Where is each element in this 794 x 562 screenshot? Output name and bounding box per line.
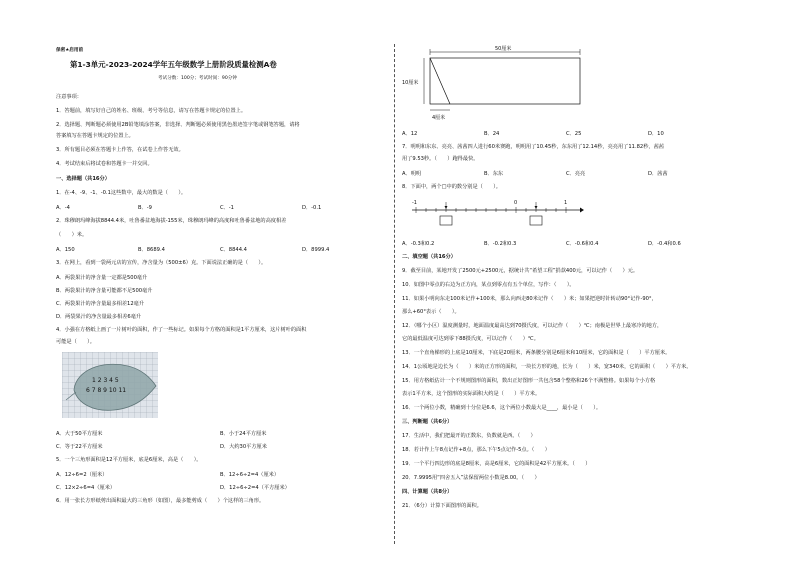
question-2-cont: （ ）米。 <box>56 232 88 238</box>
question-4-cont: 可能是（ ）。 <box>56 339 95 345</box>
question-5: 5．一个三角形面积是12平方厘米，底是6厘米，高是（ ）。 <box>56 457 202 463</box>
question-12-cont: 它的最低温度可达到零下88摄氏度，可以记作（ ）℃。 <box>402 336 539 342</box>
q4-option-c: C．等于22平方厘米 <box>56 444 103 450</box>
notes-heading: 注意事项： <box>56 94 82 100</box>
number-line-label-neg1: -1 <box>412 200 417 206</box>
q7-option-b: B．东东 <box>484 171 504 177</box>
q7-option-d: D．茜茜 <box>648 171 668 177</box>
question-10: 10．如图中零点的右边为正方向，某点到零点有五个单位，写作：（ ）。 <box>402 282 575 288</box>
question-17: 17．生活中，我们把最开的正数东，负数就是西。（ ） <box>402 433 536 439</box>
q3-option-c: C．两袋果汁的净含量最多相差12毫升 <box>56 301 145 307</box>
rectangle-triangle-figure <box>402 44 602 124</box>
leaf-numbers-row-1: 1 2 3 4 5 <box>92 377 119 384</box>
question-12: 12．（哪个小区）温度测量时，地面温度最高达到70摄氏度，可以记作（ ）℃；南极是世界上最寒冷的地方， <box>402 323 663 329</box>
number-line-box-2 <box>530 216 542 225</box>
q5-option-c: C．12×2÷6=4（厘米） <box>56 485 116 491</box>
section-4-heading: 四、计算题（共8分） <box>402 489 453 495</box>
q6-option-a: A．12 <box>402 131 418 137</box>
q1-option-b: B．-9 <box>138 205 152 211</box>
question-7-cont: 用了9.53秒。（ ）跑得最快。 <box>402 156 479 162</box>
q8-option-b: B．-0.2和0.3 <box>484 241 517 247</box>
figure-bottom-label: 4厘米 <box>432 115 446 121</box>
question-15-cont: 表示1平方米，这个图形的实际面积大约是（ ）平方米。 <box>402 391 541 397</box>
question-8: 8．下面中，两个□中的数分别是（ ）。 <box>402 184 501 190</box>
note-2: 2．选择题、判断题必须使用2B铅笔填涂答案，非选择、判断题必须使用黑色墨迹签字笔或钢笔答题，请将 <box>56 122 300 128</box>
question-4: 4．小强在方格纸上画了一片树叶的面积，作了一些标记。如果每个方格的面积是1平方厘米，这片树叶的面积 <box>56 327 307 333</box>
question-3: 3．在网上，看到一袋两元店的宣传，净含量为（500±6）克。下面说法正确的是（ ）。 <box>56 260 267 266</box>
question-9: 9．截至目前，某地开发了2500元+2500元，据统计共“希望工程”捐款400元，可以记作（ ）元。 <box>402 268 639 274</box>
number-line-label-0: 0 <box>514 200 518 206</box>
question-11-cont: 那么+60°表示（ ）。 <box>402 309 460 315</box>
note-1: 1．答题前，填写好自己的姓名、班级、考号等信息，请写在答题卡规定的位置上。 <box>56 108 247 114</box>
note-2-cont: 答案填写在答题卡规定的位置上。 <box>56 133 134 139</box>
exam-title: 第1-3单元-2023-2024学年五年级数学上册阶段质量检测A卷 <box>70 60 277 69</box>
figure-left-label: 10厘米 <box>402 80 419 86</box>
section-3-heading: 三、判断题（共6分） <box>402 419 453 425</box>
leaf-grid-figure <box>62 352 162 422</box>
section-2-heading: 二、填空题（共16分） <box>402 254 456 260</box>
q6-option-c: C．25 <box>566 131 582 137</box>
q6-option-d: D．10 <box>648 131 664 137</box>
note-4: 4．考试结束后将试卷和答题卡一并交回。 <box>56 161 153 167</box>
q7-option-c: C．亮亮 <box>566 171 586 177</box>
figure-top-label: 50厘米 <box>495 46 512 52</box>
q5-option-b: B．12÷6÷2=4（厘米） <box>220 472 280 478</box>
question-11: 11．如果小明向东走100米记作+100米，那么向西走80米记作（ ）米；如果把逆时针转动90°记作-90°， <box>402 296 657 302</box>
question-14: 14．1公顷地是边长为（ ）米的正方形的面积，一块长方形的地，长为（ ）米，宽340米，它的面积（ ）平方米。 <box>402 364 692 370</box>
question-7: 7．明明和东东、亮亮、茜茜四人进行60米赛跑，明明用了10.45秒，东东用了12.14秒，亮亮用了11.82秒，茜茜 <box>402 144 664 150</box>
q4-option-a: A．大于50平方厘米 <box>56 431 103 437</box>
q1-option-c: C．-1 <box>220 205 234 211</box>
q8-option-c: C．-0.6和0.4 <box>566 241 599 247</box>
note-3: 3．所有题目必须在答题卡上作答，在试卷上作答无效。 <box>56 147 184 153</box>
q5-option-a: A．12÷6=2（厘米） <box>56 472 108 478</box>
question-19: 19．一个平行四边形的底是8厘米，高是6厘米，它的面积是42平方厘米。（ ） <box>402 461 591 467</box>
q4-option-b: B．小于24平方厘米 <box>220 431 267 437</box>
q2-option-d: D．8999.4 <box>302 247 330 253</box>
secret-label: 保密★启用前 <box>56 48 84 53</box>
question-16: 16．一个两位小数，精确到十分位是6.6，这个两位小数最大是____，最小是（ ）。 <box>402 405 602 411</box>
section-1-heading: 一、选择题（共16分） <box>56 176 110 182</box>
column-divider <box>394 44 395 544</box>
exam-info: 考试分数：100分；考试时间：90分钟 <box>158 76 237 81</box>
q8-option-a: A．-0.3和0.2 <box>402 241 435 247</box>
q5-option-d: D．12÷6÷2=4（平方厘米） <box>220 485 290 491</box>
question-21: 21．（6分）计算下面图形的面积。 <box>402 503 482 509</box>
question-18: 18．若计作上午8点记作+8点，那么下午5点记作-5点。（ ） <box>402 447 550 453</box>
q7-option-a: A．明明 <box>402 171 422 177</box>
question-15: 15．用方格纸估计一个不规则图形的面积，数出正好图形一共包含58个整格和26个不满整格。如果每个小方格 <box>402 378 656 384</box>
q2-option-b: B．8689.4 <box>138 247 165 253</box>
q3-option-a: A．两袋果汁的净含量一定都是500毫升 <box>56 275 148 281</box>
question-20: 20．7.9995用“四舍五入”法保留两位小数是8.00。（ ） <box>402 475 540 481</box>
q2-option-c: C．8844.4 <box>220 247 247 253</box>
q2-option-a: A．150 <box>56 247 75 253</box>
q6-option-b: B．24 <box>484 131 500 137</box>
figure-rectangle <box>430 58 580 104</box>
q1-option-d: D．-0.1 <box>302 205 322 211</box>
q4-option-d: D．大约30平方厘米 <box>220 444 267 450</box>
q8-option-d: D．-0.4和0.6 <box>648 241 681 247</box>
number-line-label-1: 1 <box>564 200 568 206</box>
question-6: 6．用一张长方形纸剪出面积最大的三角形（如图），最多能剪成（ ）个这样的三角形。 <box>56 498 265 504</box>
question-2: 2．珠穆朗玛峰海拔8844.4米，吐鲁番盆地海拔-155米，珠穆朗玛峰的高度和吐鲁番盆地的高度相差 <box>56 218 287 224</box>
number-line-figure <box>406 194 586 234</box>
q3-option-d: D．两袋果汁的净含量最多相差6毫升 <box>56 314 142 320</box>
number-line-box-1 <box>440 216 452 225</box>
q1-option-a: A．-4 <box>56 205 70 211</box>
question-13: 13．一个直角梯形的上底是10厘米，下底是20厘米，两条腰分别是6厘米和10厘米，它的面积是（ ）平方厘米。 <box>402 350 671 356</box>
leaf-numbers-row-2: 6 7 8 9 10 11 <box>86 387 127 394</box>
question-1: 1．在-4、-9、-1、-0.1这些数中，最大的数是（ ）。 <box>56 190 187 196</box>
q3-option-b: B．两袋果汁的净含量可能都不足500毫升 <box>56 288 153 294</box>
